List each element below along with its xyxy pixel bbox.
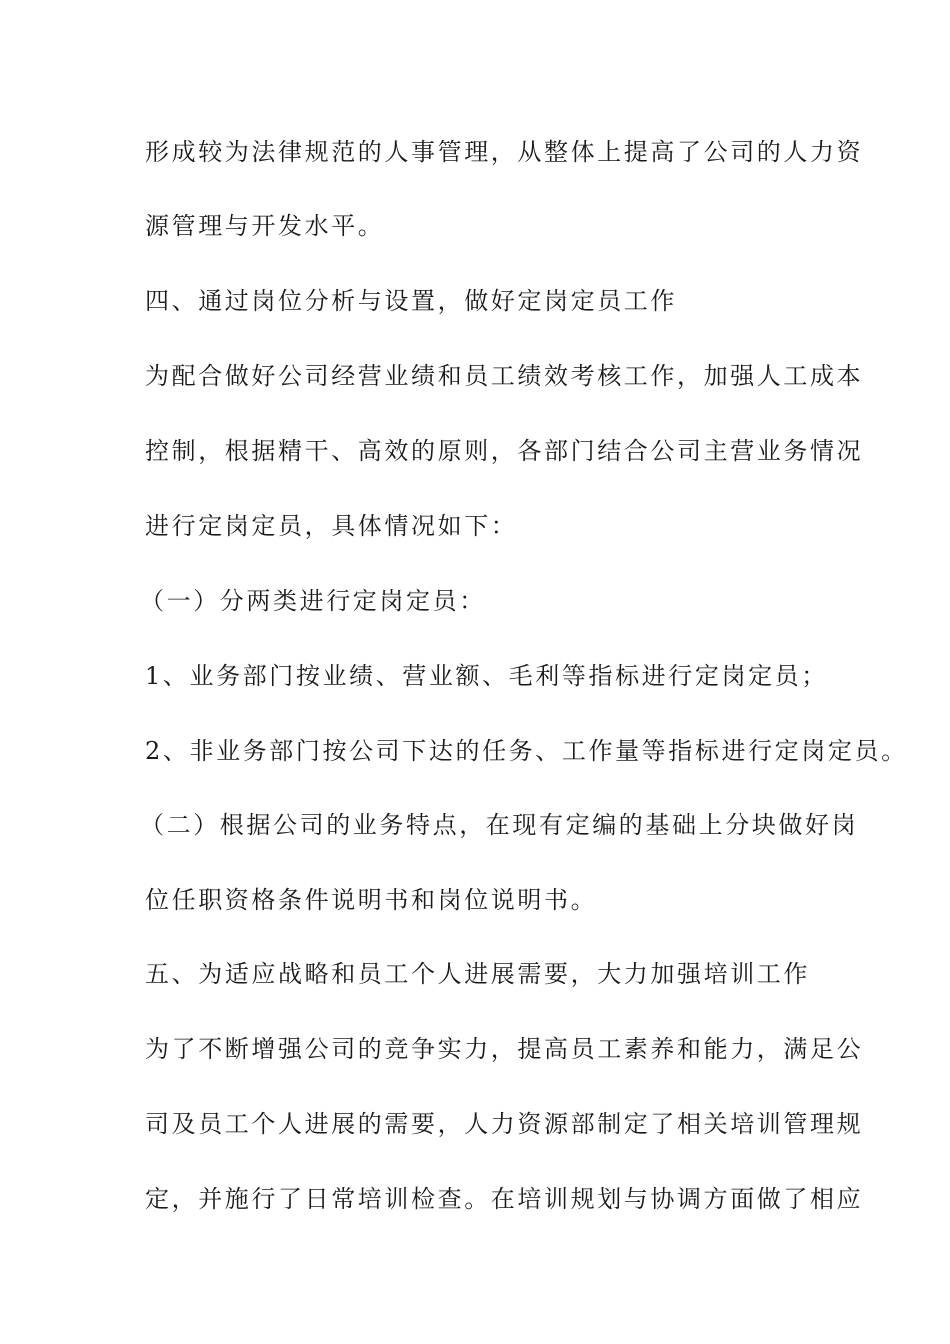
text-line: 进行定岗定员，具体情况如下： [145,512,518,540]
list-item: 2、非业务部门按公司下达的任务、工作量等指标进行定岗定员。 [145,737,908,765]
subsection-heading: （二）根据公司的业务特点，在现有定编的基础上分块做好岗 [140,811,859,839]
section-heading: 五、为适应战略和员工个人进展需要，大力加强培训工作 [145,960,810,988]
section-heading: 四、通过岗位分析与设置，做好定岗定员工作 [145,287,677,315]
text-line: 形成较为法律规范的人事管理，从整体上提高了公司的人力资 [145,138,864,166]
subsection-heading: （一）分两类进行定岗定员： [140,587,486,615]
list-item: 1、业务部门按业绩、营业额、毛利等指标进行定岗定员； [145,662,828,690]
text-line: 司及员工个人进展的需要，人力资源部制定了相关培训管理规 [145,1110,864,1138]
text-line: 为了不断增强公司的竞争实力，提高员工素养和能力，满足公 [145,1035,864,1063]
text-line: 位任职资格条件说明书和岗位说明书。 [145,886,598,914]
text-line: 定，并施行了日常培训检查。在培训规划与协调方面做了相应 [145,1185,864,1213]
text-line: 控制，根据精干、高效的原则，各部门结合公司主营业务情况 [145,437,864,465]
text-line: 为配合做好公司经营业绩和员工绩效考核工作，加强人工成本 [145,362,864,390]
text-line: 源管理与开发水平。 [145,212,385,240]
